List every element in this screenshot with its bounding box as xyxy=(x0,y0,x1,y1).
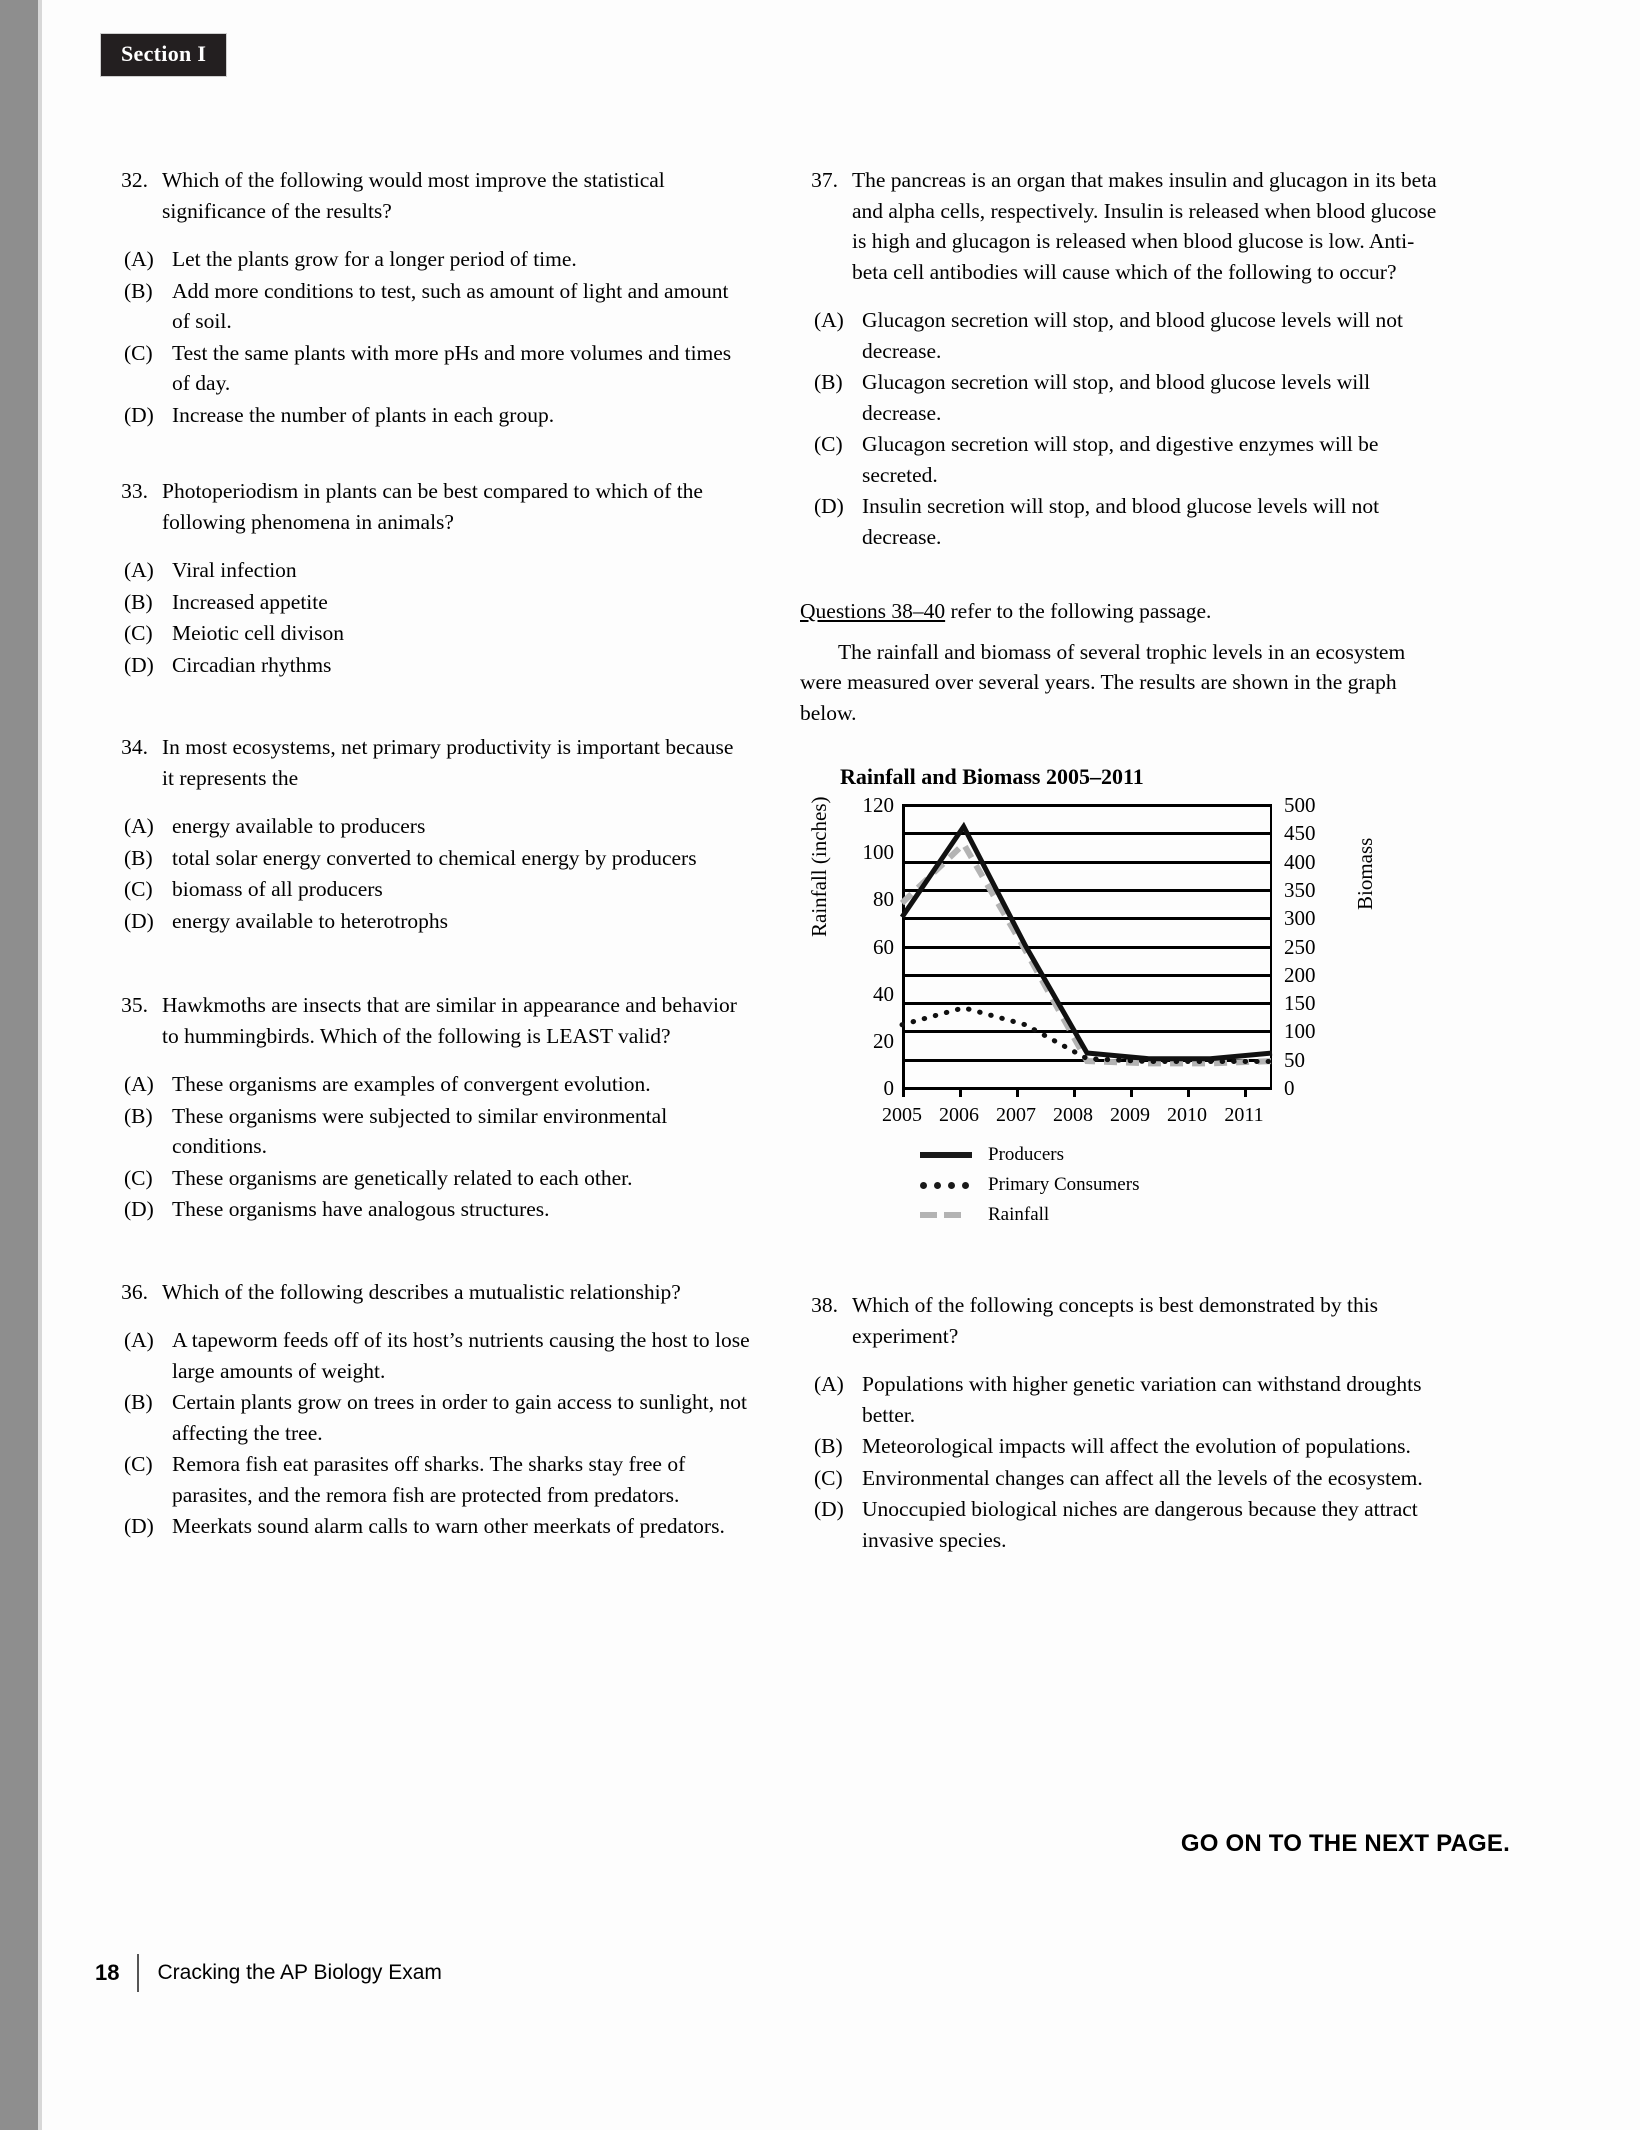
question-38-options xyxy=(800,1369,1440,1555)
y-tick-label-left: 120 xyxy=(862,793,894,817)
question-32-head xyxy=(110,165,750,226)
page-gutter-bar xyxy=(0,0,38,2130)
question-36-number: 36. xyxy=(121,1279,148,1304)
chart-x-axis-line xyxy=(902,1087,1272,1090)
option-letter: (A) xyxy=(814,308,844,332)
option-row[interactable] xyxy=(800,1369,1440,1430)
option-letter: (C) xyxy=(124,340,153,365)
page-gutter-edge xyxy=(38,0,42,2130)
question-35-head xyxy=(110,990,750,1051)
option-text: Meteorological impacts will affect the evolution of populations. xyxy=(862,1434,1411,1458)
option-text: Let the plants grow for a longer period of time. xyxy=(172,247,577,271)
option-text: Test the same plants with more pHs and more volumes and times of day. xyxy=(172,340,732,395)
x-tick xyxy=(1187,1087,1190,1097)
legend-key-solid-line-icon xyxy=(920,1141,982,1169)
x-tick-label: 2011 xyxy=(1224,1104,1264,1126)
legend-item-producers xyxy=(920,1140,1139,1170)
option-row[interactable] xyxy=(110,400,750,431)
y-tick-label-right: 0 xyxy=(1284,1076,1295,1100)
option-row[interactable] xyxy=(110,618,750,649)
question-37-number: 37. xyxy=(811,168,838,192)
option-row[interactable] xyxy=(800,1463,1440,1494)
option-text: energy available to heterotrophs xyxy=(172,908,449,933)
passage-heading xyxy=(800,596,1440,627)
question-35 xyxy=(110,990,750,1225)
option-row[interactable] xyxy=(800,367,1440,428)
y-tick-label-right: 250 xyxy=(1284,934,1316,959)
question-34 xyxy=(110,732,750,936)
question-33 xyxy=(110,476,750,680)
y-tick-label-right: 300 xyxy=(1284,906,1316,931)
question-38 xyxy=(800,1290,1440,1555)
option-letter: (C) xyxy=(814,432,843,456)
series-producers-line xyxy=(902,827,1272,1059)
option-row[interactable] xyxy=(110,811,750,842)
option-text: Increased appetite xyxy=(172,589,328,614)
y-tick-label-left: 100 xyxy=(862,840,894,865)
option-text: Environmental changes can affect all the levels of the ecosystem. xyxy=(862,1465,1423,1490)
option-letter: (D) xyxy=(814,494,844,518)
option-letter: (B) xyxy=(124,845,153,870)
option-text: Unoccupied biological niches are dangerous because they attract invasive species. xyxy=(862,1497,1418,1552)
option-text: These organisms are examples of convergent evolution. xyxy=(172,1072,651,1096)
option-letter: (C) xyxy=(124,1165,153,1190)
option-text: Increase the number of plants in each group. xyxy=(172,402,555,427)
option-text: Insulin secretion will stop, and blood glucose levels will not decrease. xyxy=(862,494,1380,549)
y-tick-label-right: 350 xyxy=(1284,877,1316,902)
x-tick-label: 2005 xyxy=(882,1104,922,1126)
chart-title: Rainfall and Biomass 2005–2011 xyxy=(840,764,1144,789)
y-tick-label-left: 20 xyxy=(873,1028,894,1053)
option-text: Populations with higher genetic variation can withstand droughts better. xyxy=(862,1372,1422,1427)
question-37-head xyxy=(800,165,1440,287)
option-row[interactable] xyxy=(110,1101,750,1162)
option-row[interactable] xyxy=(110,906,750,937)
legend-key-dashed-line-icon xyxy=(920,1201,982,1229)
page-number: 18 xyxy=(95,1960,120,1985)
question-38-number: 38. xyxy=(811,1293,838,1317)
option-row[interactable] xyxy=(110,1194,750,1225)
question-38-stem: Which of the following concepts is best demonstrated by this experiment? xyxy=(852,1293,1379,1348)
chart-series-layer xyxy=(902,804,1272,1087)
passage-38-40 xyxy=(800,596,1440,728)
section-tab: Section I xyxy=(100,33,227,77)
option-text: energy available to producers xyxy=(172,814,426,838)
option-letter: (B) xyxy=(124,278,153,303)
x-tick xyxy=(1244,1087,1247,1097)
question-36-options xyxy=(110,1325,750,1542)
option-letter: (C) xyxy=(124,877,153,901)
question-37 xyxy=(800,165,1440,552)
option-letter: (B) xyxy=(124,1103,153,1128)
option-row[interactable] xyxy=(110,1163,750,1194)
legend-label: Rainfall xyxy=(988,1204,1050,1225)
chart-y-axis-left-title: Rainfall (inches) xyxy=(807,796,831,937)
option-text: A tapeworm feeds off of its host’s nutrients causing the host to lose large amounts of weight. xyxy=(172,1328,750,1383)
option-text: These organisms are genetically related to each other. xyxy=(172,1165,633,1190)
option-letter: (A) xyxy=(124,1072,154,1096)
passage-body: The rainfall and biomass of several trophic levels in an ecosystem were measured over several years. The results are shown in the graph below. xyxy=(800,639,1406,725)
option-row[interactable] xyxy=(110,276,750,337)
chart-legend xyxy=(920,1140,1139,1230)
y-tick-label-right: 500 xyxy=(1284,793,1316,817)
option-letter: (D) xyxy=(124,652,154,677)
legend-label: Primary Consumers xyxy=(988,1174,1140,1195)
option-text: total solar energy converted to chemical energy by producers xyxy=(172,845,697,870)
rainfall-biomass-chart xyxy=(807,762,1430,1232)
question-37-options xyxy=(800,305,1440,552)
question-36-head xyxy=(110,1277,750,1308)
question-32-options xyxy=(110,244,750,430)
question-33-stem: Photoperiodism in plants can be best compared to which of the following phenomena in animals? xyxy=(162,479,703,534)
option-text: These organisms were subjected to similar environmental conditions. xyxy=(172,1103,668,1158)
y-tick-label-right: 50 xyxy=(1284,1047,1305,1072)
option-row[interactable] xyxy=(110,874,750,905)
option-letter: (A) xyxy=(124,558,154,582)
left-question-column xyxy=(110,165,750,1576)
option-row[interactable] xyxy=(800,305,1440,366)
option-letter: (A) xyxy=(124,247,154,271)
chart-plot-area xyxy=(862,793,1316,1126)
option-letter: (B) xyxy=(814,1434,843,1458)
question-34-stem: In most ecosystems, net primary productivity is important because it represents the xyxy=(162,735,734,790)
option-row[interactable] xyxy=(110,1511,750,1542)
x-tick xyxy=(959,1087,962,1097)
option-row[interactable] xyxy=(110,843,750,874)
y-tick-label-left: 60 xyxy=(873,934,894,959)
footer-divider xyxy=(137,1954,139,1992)
option-letter: (C) xyxy=(124,1452,153,1476)
option-row[interactable] xyxy=(800,429,1440,490)
right-question-column xyxy=(800,165,1440,1589)
x-tick xyxy=(902,1087,905,1097)
option-letter: (A) xyxy=(814,1372,844,1396)
question-33-head xyxy=(110,476,750,537)
option-letter: (C) xyxy=(124,621,153,645)
question-35-stem: Hawkmoths are insects that are similar in appearance and behavior to hummingbirds. Which of the following is LEAST valid? xyxy=(162,993,737,1048)
option-row[interactable] xyxy=(110,338,750,399)
x-tick-label: 2010 xyxy=(1167,1104,1207,1126)
option-row[interactable] xyxy=(110,1325,750,1386)
series-rainfall-line xyxy=(902,844,1272,1063)
option-letter: (B) xyxy=(124,589,153,614)
y-tick-label-left: 40 xyxy=(873,981,894,1006)
passage-heading-range: Questions 38–40 xyxy=(800,599,946,623)
option-row[interactable] xyxy=(110,1387,750,1448)
option-row[interactable] xyxy=(110,1449,750,1510)
question-33-number: 33. xyxy=(121,479,148,503)
passage-heading-rest: refer to the following passage. xyxy=(945,599,1212,623)
x-tick-label: 2008 xyxy=(1053,1104,1093,1126)
y-tick-label-right: 450 xyxy=(1284,821,1316,846)
question-36 xyxy=(110,1277,750,1542)
option-text: Remora fish eat parasites off sharks. The sharks stay free of parasites, and the remora fish are protected from predators. xyxy=(172,1452,686,1507)
question-38-head xyxy=(800,1290,1440,1351)
option-letter: (D) xyxy=(814,1497,844,1521)
option-text: Meiotic cell divison xyxy=(172,621,344,645)
y-tick-label-right: 400 xyxy=(1284,849,1316,874)
y-tick-label-right: 100 xyxy=(1284,1019,1316,1044)
option-row[interactable] xyxy=(110,244,750,275)
option-text: biomass of all producers xyxy=(172,877,383,901)
option-text: Viral infection xyxy=(172,558,297,582)
x-tick-label: 2009 xyxy=(1110,1104,1150,1126)
option-text: Certain plants grow on trees in order to gain access to sunlight, not affecting the tree. xyxy=(172,1390,747,1445)
chart-y-axis-right-title: Biomass xyxy=(1353,837,1377,910)
option-letter: (B) xyxy=(124,1390,153,1414)
option-row[interactable] xyxy=(800,1494,1440,1555)
option-row[interactable] xyxy=(110,650,750,681)
y-tick-label-right: 200 xyxy=(1284,962,1316,987)
option-letter: (D) xyxy=(124,402,154,427)
legend-item-rainfall xyxy=(920,1200,1139,1230)
option-text: Circadian rhythms xyxy=(172,652,332,677)
option-letter: (B) xyxy=(814,370,843,394)
option-letter: (D) xyxy=(124,908,154,933)
option-letter: (D) xyxy=(124,1514,154,1538)
question-32-number: 32. xyxy=(121,168,148,192)
x-tick xyxy=(1016,1087,1019,1097)
question-33-options xyxy=(110,555,750,680)
option-letter: (C) xyxy=(814,1465,843,1490)
option-text: These organisms have analogous structures. xyxy=(172,1197,550,1221)
option-letter: (D) xyxy=(124,1197,154,1221)
question-37-stem: The pancreas is an organ that makes insulin and glucagon in its beta and alpha cells, respectively. Insulin is released when blood glucose is high and glucagon is released when blood glucose is low. Anti-beta cell antibodies will cause which of the following to occur? xyxy=(852,168,1437,284)
question-34-head xyxy=(110,732,750,793)
legend-label: Producers xyxy=(988,1144,1064,1165)
go-on-notice: GO ON TO THE NEXT PAGE. xyxy=(1180,1830,1510,1857)
book-title: Cracking the AP Biology Exam xyxy=(157,1961,442,1984)
option-letter: (A) xyxy=(124,1328,154,1352)
page-footer xyxy=(95,1954,442,1992)
question-34-options xyxy=(110,811,750,936)
option-row[interactable] xyxy=(110,587,750,618)
question-34-number: 34. xyxy=(121,735,148,759)
question-35-number: 35. xyxy=(121,993,148,1017)
legend-item-primary-consumers xyxy=(920,1170,1139,1200)
option-text: Glucagon secretion will stop, and digestive enzymes will be secreted. xyxy=(862,432,1379,487)
x-tick xyxy=(1130,1087,1133,1097)
option-row[interactable] xyxy=(110,1069,750,1100)
option-text: Add more conditions to test, such as amount of light and amount of soil. xyxy=(172,278,729,333)
legend-key-dotted-line-icon xyxy=(920,1171,982,1199)
y-tick-label-left: 0 xyxy=(883,1076,894,1100)
option-row[interactable] xyxy=(110,555,750,586)
question-36-stem: Which of the following describes a mutualistic relationship? xyxy=(162,1279,681,1304)
question-35-options xyxy=(110,1069,750,1225)
question-32 xyxy=(110,165,750,430)
question-32-stem: Which of the following would most improve the statistical significance of the results? xyxy=(162,168,665,223)
option-row[interactable] xyxy=(800,491,1440,552)
option-row[interactable] xyxy=(800,1431,1440,1462)
option-text: Meerkats sound alarm calls to warn other meerkats of predators. xyxy=(172,1514,725,1538)
option-text: Glucagon secretion will stop, and blood glucose levels will decrease. xyxy=(862,370,1371,425)
x-tick-label: 2007 xyxy=(996,1104,1036,1126)
option-text: Glucagon secretion will stop, and blood glucose levels will not decrease. xyxy=(862,308,1403,363)
y-tick-label-right: 150 xyxy=(1284,991,1316,1016)
x-tick-label: 2006 xyxy=(939,1104,979,1126)
option-letter: (A) xyxy=(124,814,154,838)
y-tick-label-left: 80 xyxy=(873,887,894,912)
x-tick xyxy=(1073,1087,1076,1097)
